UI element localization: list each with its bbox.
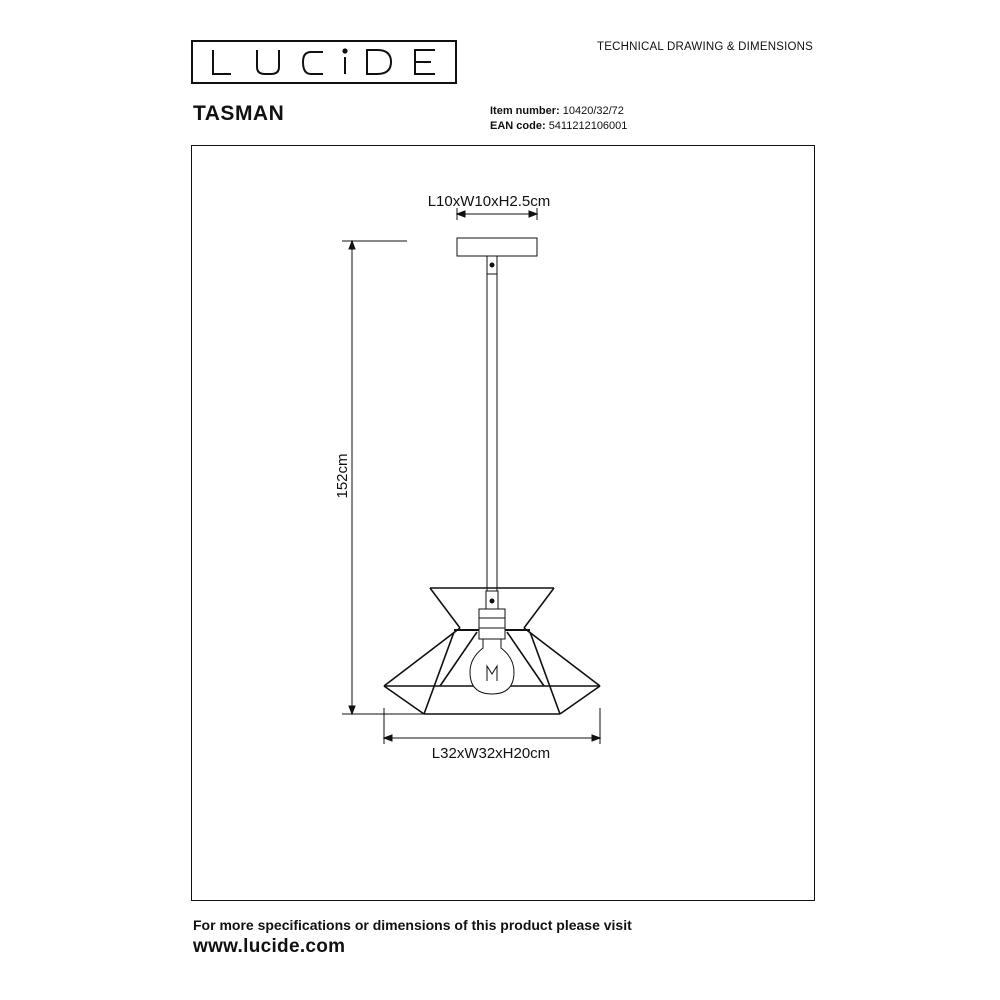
lamp-holder [479,609,505,639]
product-name: TASMAN [193,102,285,125]
brand-logo [191,40,457,84]
canopy-dimension-label: L10xW10xH2.5cm [427,193,551,210]
item-number-value: 10420/32/72 [562,105,624,117]
shade-dimension-label: L32xW32xH20cm [431,745,551,762]
height-dimension-line [342,241,432,714]
ean-value: 5411212106001 [548,120,628,132]
ean-label: EAN code: [490,120,546,132]
ean-row [490,119,627,134]
suspension-rod [487,274,497,591]
footer-url-link[interactable]: www.lucide.com [193,936,346,957]
item-number-label: Item number: [490,105,560,117]
technical-drawing [192,146,816,902]
item-number-row [490,104,627,119]
product-meta [490,104,627,134]
light-bulb [470,639,514,694]
footer-note: For more specifications or dimensions of this product please visit [193,917,632,933]
canopy [457,238,537,256]
drawing-frame [191,145,815,901]
document-type: TECHNICAL DRAWING & DIMENSIONS [597,41,813,53]
height-dimension-label: 152cm [334,453,351,499]
lucide-wordmark-icon [199,45,449,79]
